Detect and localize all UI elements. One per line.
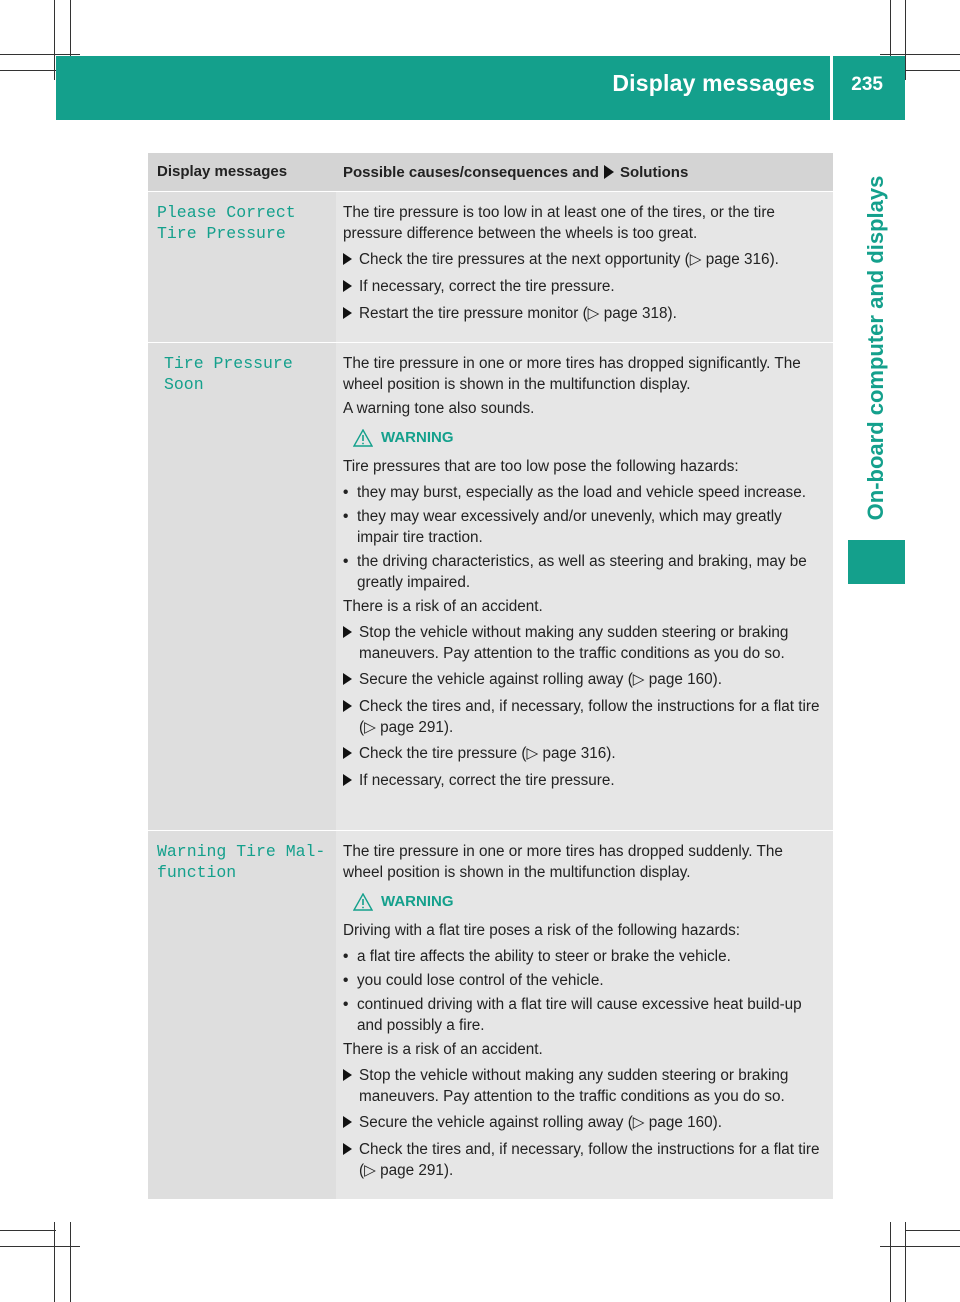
display-message: Tire Pressure Soon bbox=[164, 354, 293, 394]
chapter-tab bbox=[848, 150, 905, 540]
warning-triangle-icon bbox=[353, 893, 373, 911]
step-text: If necessary, correct the tire pressure. bbox=[359, 772, 615, 789]
display-message: Please Correct Tire Pressure bbox=[157, 203, 296, 243]
message-cell bbox=[148, 831, 336, 1199]
risk-text: There is a risk of an accident. bbox=[343, 1041, 543, 1058]
list-item-text: the driving characteristics, as well as steering and braking, may be greatly impaired. bbox=[357, 553, 807, 591]
step-text: Stop the vehicle without making any sudden steering or braking maneuvers. Pay attention to the traffic conditions as you do so. bbox=[359, 624, 789, 662]
step-text: Check the tire pressure (▷ page 316). bbox=[359, 745, 616, 762]
step-arrow-icon bbox=[343, 276, 359, 298]
list-item bbox=[343, 482, 827, 503]
cause-text: The tire pressure in one or more tires has dropped suddenly. The wheel position is shown in the multifunction display. bbox=[343, 843, 783, 881]
step-item bbox=[343, 1139, 827, 1181]
step-item bbox=[343, 303, 827, 325]
list-item bbox=[343, 994, 827, 1036]
column-header-solutions-text: Solutions bbox=[619, 164, 689, 181]
message-cell bbox=[148, 192, 336, 342]
column-header-causes-text: Possible causes/consequences and bbox=[343, 164, 599, 181]
step-text: Check the tires and, if necessary, follow the instructions for a flat tire (▷ page 291). bbox=[359, 698, 820, 736]
header-divider bbox=[830, 56, 833, 120]
step-text: Check the tires and, if necessary, follow the instructions for a flat tire (▷ page 291). bbox=[359, 1141, 820, 1179]
crop-mark bbox=[905, 0, 906, 80]
step-text: Restart the tire pressure monitor (▷ page 318). bbox=[359, 305, 677, 322]
page-header bbox=[56, 56, 905, 120]
list-item-text: they may wear excessively and/or unevenly, which may greatly impair tire traction. bbox=[357, 508, 782, 546]
list-item bbox=[343, 946, 827, 967]
list-item-text: you could lose control of the vehicle. bbox=[357, 972, 604, 989]
solution-arrow-icon bbox=[604, 165, 614, 179]
display-messages-table bbox=[148, 153, 833, 1199]
column-header-causes bbox=[336, 153, 833, 191]
step-item bbox=[343, 669, 827, 691]
step-item bbox=[343, 1112, 827, 1134]
solution-cell bbox=[336, 831, 833, 1199]
crop-mark bbox=[0, 54, 80, 55]
table-row bbox=[148, 830, 833, 1199]
bullet-icon: • bbox=[343, 972, 349, 989]
table-row bbox=[148, 342, 833, 830]
solution-cell bbox=[336, 192, 833, 342]
step-item bbox=[343, 770, 827, 792]
crop-mark bbox=[70, 1222, 71, 1302]
warning-triangle-icon bbox=[353, 429, 373, 447]
step-arrow-icon bbox=[343, 1065, 359, 1107]
warning-intro: Tire pressures that are too low pose the following hazards: bbox=[343, 458, 739, 475]
section-title: Display messages bbox=[612, 70, 815, 96]
bullet-icon: • bbox=[343, 948, 349, 965]
crop-mark bbox=[880, 54, 960, 55]
step-arrow-icon bbox=[343, 622, 359, 664]
cause-text: The tire pressure is too low in at least one of the tires, or the tire pressure difference between the wheels is too great. bbox=[343, 204, 775, 242]
step-item bbox=[343, 622, 827, 664]
step-item bbox=[343, 1065, 827, 1107]
solution-cell bbox=[336, 343, 833, 830]
step-item bbox=[343, 696, 827, 738]
warning-intro: Driving with a flat tire poses a risk of the following hazards: bbox=[343, 922, 741, 939]
step-arrow-icon bbox=[343, 669, 359, 691]
step-arrow-icon bbox=[343, 696, 359, 738]
chapter-title: On-board computer and displays bbox=[863, 175, 888, 521]
bullet-icon: • bbox=[343, 484, 349, 501]
warning-label: WARNING bbox=[381, 429, 454, 446]
table-header bbox=[148, 153, 833, 191]
step-text: Stop the vehicle without making any sudden steering or braking maneuvers. Pay attention to the traffic conditions as you do so. bbox=[359, 1067, 789, 1105]
crop-mark bbox=[905, 70, 960, 71]
step-arrow-icon bbox=[343, 1112, 359, 1134]
column-header-messages: Display messages bbox=[157, 163, 288, 180]
crop-mark bbox=[54, 0, 55, 80]
step-item bbox=[343, 743, 827, 765]
crop-mark bbox=[905, 1230, 960, 1231]
warning-heading bbox=[353, 427, 827, 448]
page-number: 235 bbox=[851, 74, 883, 95]
crop-mark bbox=[890, 1222, 891, 1302]
risk-text: There is a risk of an accident. bbox=[343, 598, 543, 615]
list-item-text: continued driving with a flat tire will cause excessive heat build-up and possibly a fire. bbox=[357, 996, 802, 1034]
list-item bbox=[343, 506, 827, 548]
list-item bbox=[343, 551, 827, 593]
bullet-icon: • bbox=[343, 553, 349, 570]
crop-mark bbox=[0, 70, 56, 71]
crop-mark bbox=[905, 1222, 906, 1302]
step-text: Secure the vehicle against rolling away (▷ page 160). bbox=[359, 671, 722, 688]
list-item bbox=[343, 970, 827, 991]
bullet-icon: • bbox=[343, 996, 349, 1013]
chapter-marker bbox=[848, 540, 905, 584]
step-text: Check the tire pressures at the next opportunity (▷ page 316). bbox=[359, 251, 779, 268]
step-item bbox=[343, 276, 827, 298]
cause-text: The tire pressure in one or more tires has dropped significantly. The wheel position is shown in the multifunction display. bbox=[343, 355, 801, 393]
crop-mark bbox=[0, 1230, 56, 1231]
step-text: Secure the vehicle against rolling away (▷ page 160). bbox=[359, 1114, 722, 1131]
warning-heading bbox=[353, 891, 827, 912]
table-row bbox=[148, 191, 833, 342]
step-arrow-icon bbox=[343, 770, 359, 792]
crop-mark bbox=[0, 1246, 80, 1247]
step-text: If necessary, correct the tire pressure. bbox=[359, 278, 615, 295]
warning-label: WARNING bbox=[381, 893, 454, 910]
step-arrow-icon bbox=[343, 303, 359, 325]
step-arrow-icon bbox=[343, 1139, 359, 1181]
step-arrow-icon bbox=[343, 743, 359, 765]
display-message: Warning Tire Mal- function bbox=[157, 842, 326, 882]
list-item-text: they may burst, especially as the load and vehicle speed increase. bbox=[357, 484, 806, 501]
bullet-icon: • bbox=[343, 508, 349, 525]
cause-text: A warning tone also sounds. bbox=[343, 400, 535, 417]
crop-mark bbox=[880, 1246, 960, 1247]
crop-mark bbox=[54, 1222, 55, 1302]
step-item bbox=[343, 249, 827, 271]
step-arrow-icon bbox=[343, 249, 359, 271]
list-item-text: a flat tire affects the ability to steer or brake the vehicle. bbox=[357, 948, 731, 965]
message-cell bbox=[148, 343, 336, 830]
